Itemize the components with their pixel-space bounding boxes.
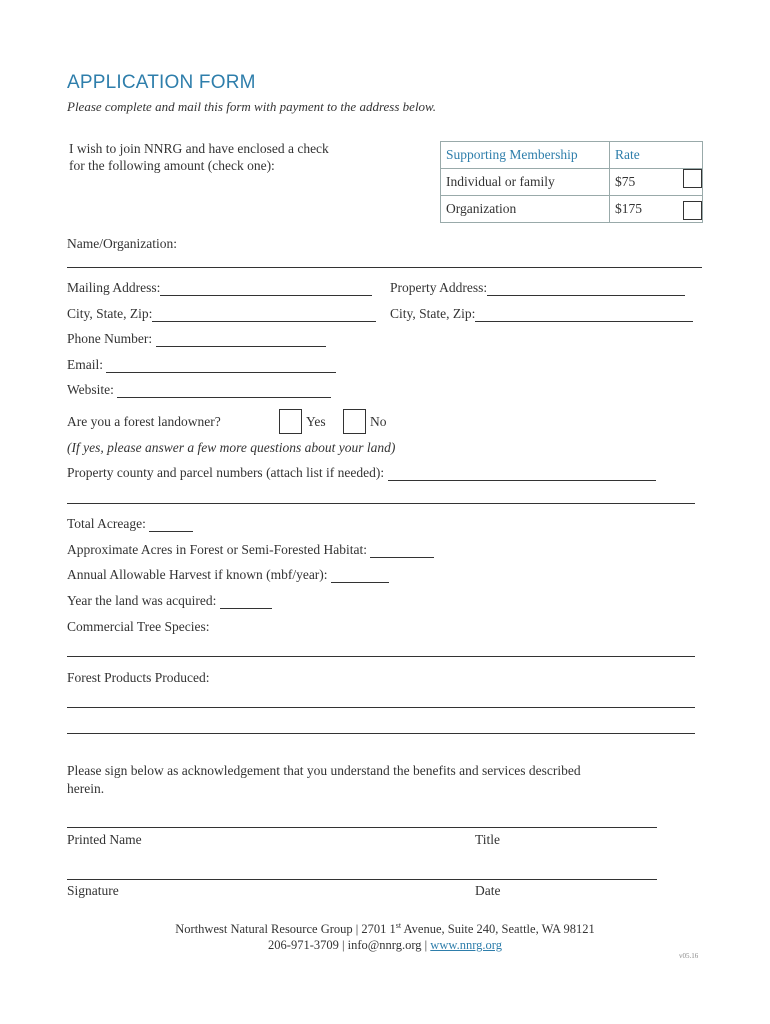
individual-checkbox[interactable] <box>683 169 702 188</box>
city-state-zip-row-2 <box>390 306 693 322</box>
footer-contact <box>0 938 770 953</box>
city-state-zip-label: City, State, Zip: <box>67 306 153 321</box>
landowner-note: (If yes, please answer a few more questions about your land) <box>67 440 396 455</box>
printed-name-label: Printed Name <box>67 832 142 847</box>
city-state-zip-row-1 <box>67 306 376 322</box>
footer-address-sup: st <box>395 921 402 930</box>
property-address-field[interactable] <box>487 281 685 296</box>
yes-label: Yes <box>306 414 326 429</box>
parcel-label: Property county and parcel numbers (attach list if needed): <box>67 465 385 480</box>
mailing-address-row <box>67 280 372 296</box>
name-org-label: Name/Organization: <box>67 236 177 251</box>
form-subtitle: Please complete and mail this form with payment to the address below. <box>67 99 437 114</box>
header-supporting-membership: Supporting Membership <box>441 142 610 169</box>
intro-text-line1: I wish to join NNRG and have enclosed a check <box>69 141 329 156</box>
forest-products-field-2[interactable] <box>67 733 695 734</box>
city-state-zip-field[interactable] <box>152 307 376 322</box>
ack-text-line2: herein. <box>67 781 105 796</box>
footer-address-pre: Northwest Natural Resource Group | 2701 1 <box>175 922 396 937</box>
harvest-field[interactable] <box>331 568 389 583</box>
website-field[interactable] <box>117 383 331 398</box>
signature-label: Signature <box>67 883 119 898</box>
membership-rate: $175 <box>610 196 703 223</box>
membership-rate: $75 <box>610 169 703 196</box>
title-label: Title <box>475 832 501 847</box>
forest-products-field-1[interactable] <box>67 707 695 708</box>
property-address-label: Property Address: <box>390 280 488 295</box>
city-state-zip-field[interactable] <box>475 307 693 322</box>
form-title: APPLICATION FORM <box>67 72 256 93</box>
membership-type: Organization <box>441 196 610 223</box>
tree-species-field[interactable] <box>67 656 695 657</box>
mailing-address-field[interactable] <box>160 281 372 296</box>
version-label: v05.16 <box>679 952 699 960</box>
membership-table-header <box>441 142 703 169</box>
parcel-field[interactable] <box>388 466 656 481</box>
ack-text-line1: Please sign below as acknowledgement that you understand the benefits and services described <box>67 763 581 778</box>
yes-checkbox[interactable] <box>279 409 302 434</box>
harvest-row <box>67 567 389 583</box>
year-acquired-label: Year the land was acquired: <box>67 593 217 608</box>
forest-acres-field[interactable] <box>370 543 434 558</box>
footer-address <box>0 921 770 937</box>
website-row <box>67 382 331 398</box>
website-label: Website: <box>67 382 114 397</box>
parcel-row <box>67 465 656 481</box>
harvest-label: Annual Allowable Harvest if known (mbf/year): <box>67 567 328 582</box>
total-acreage-field[interactable] <box>149 517 193 532</box>
signature-date-field[interactable] <box>67 879 657 880</box>
organization-checkbox[interactable] <box>683 201 702 220</box>
footer-separator: | <box>421 938 431 952</box>
table-row <box>441 196 703 223</box>
forest-acres-label: Approximate Acres in Forest or Semi-Forested Habitat: <box>67 542 367 557</box>
table-row <box>441 169 703 196</box>
phone-row <box>67 331 326 347</box>
footer-phone: 206-971-3709 <box>268 938 339 952</box>
total-acreage-row <box>67 516 193 532</box>
email-label: Email: <box>67 357 103 372</box>
phone-label: Phone Number: <box>67 331 153 346</box>
header-rate: Rate <box>610 142 703 169</box>
printed-name-title-field[interactable] <box>67 827 657 828</box>
intro-text-line2: for the following amount (check one): <box>69 158 275 173</box>
parcel-field-continued[interactable] <box>67 503 695 504</box>
forest-products-label: Forest Products Produced: <box>67 670 210 685</box>
no-label: No <box>370 414 387 429</box>
membership-type: Individual or family <box>441 169 610 196</box>
date-label: Date <box>475 883 501 898</box>
mailing-address-label: Mailing Address: <box>67 280 161 295</box>
membership-table <box>440 141 703 223</box>
footer-email[interactable]: info@nnrg.org <box>347 938 422 952</box>
landowner-question: Are you a forest landowner? <box>67 414 221 429</box>
no-checkbox[interactable] <box>343 409 366 434</box>
tree-species-label: Commercial Tree Species: <box>67 619 210 634</box>
city-state-zip-label: City, State, Zip: <box>390 306 476 321</box>
year-acquired-row <box>67 593 272 609</box>
forest-acres-row <box>67 542 434 558</box>
name-org-field[interactable] <box>67 267 702 268</box>
footer-address-post: Avenue, Suite 240, Seattle, WA 98121 <box>401 922 595 937</box>
email-field[interactable] <box>106 358 336 373</box>
footer-website-link[interactable]: www.nnrg.org <box>430 938 502 952</box>
property-address-row <box>390 280 685 296</box>
year-acquired-field[interactable] <box>220 594 272 609</box>
footer-separator: | <box>338 938 348 952</box>
email-row <box>67 357 336 373</box>
total-acreage-label: Total Acreage: <box>67 516 146 531</box>
phone-field[interactable] <box>156 332 326 347</box>
